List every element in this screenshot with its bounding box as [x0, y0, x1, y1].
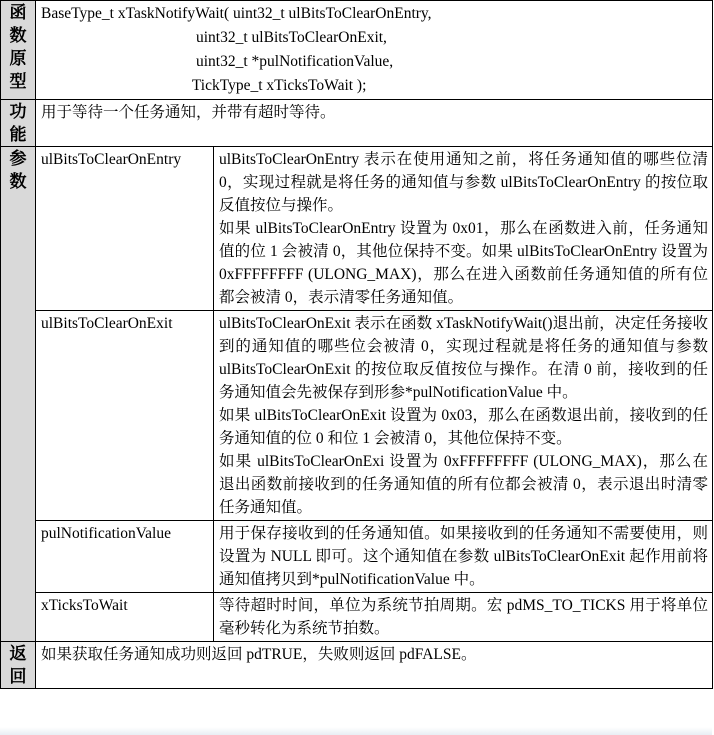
header-char: 参	[9, 149, 27, 168]
return-row	[1, 642, 713, 689]
function-row	[1, 100, 713, 147]
param-name: pulNotificationValue	[36, 521, 214, 593]
param-name: ulBitsToClearOnEntry	[36, 147, 214, 311]
param-row	[1, 147, 713, 311]
header-char: 原	[9, 49, 27, 68]
prototype-line: uint32_t *pulNotificationValue,	[41, 53, 394, 70]
header-char: 数	[9, 172, 27, 191]
param-desc-paragraph: 用于保存接收到的任务通知值。如果接收到的任务通知不需要使用，则设置为 NULL 即可。这个通知值在参数 ulBitsToClearOnExit 起作用前将通知值拷贝到*pulNotificationValue 中。	[219, 525, 709, 588]
header-char: 数	[9, 26, 27, 45]
param-desc-paragraph: ulBitsToClearOnEntry 表示在使用通知之前，将任务通知值的哪些位清 0，实现过程就是将任务的通知值与参数 ulBitsToClearOnEntry 的按位取反值按位与操作。	[219, 151, 709, 214]
param-row	[1, 311, 713, 521]
prototype-header	[1, 1, 36, 100]
param-name: ulBitsToClearOnExit	[36, 311, 214, 521]
param-desc	[214, 521, 713, 593]
function-desc: 用于等待一个任务通知，并带有超时等待。	[36, 100, 713, 147]
function-header	[1, 100, 36, 147]
prototype-row	[1, 1, 713, 100]
header-char: 返	[9, 644, 27, 663]
params-header	[1, 147, 36, 642]
header-char: 型	[9, 72, 27, 91]
prototype-line: TickType_t xTicksToWait );	[41, 77, 367, 94]
param-desc-paragraph: 如果 ulBitsToClearOnExit 设置为 0x03，那么在函数退出前，接收到的任务通知值的位 0 和位 1 会被清 0，其他位保持不变。	[219, 407, 709, 447]
param-name: xTicksToWait	[36, 593, 214, 642]
prototype-line: uint32_t ulBitsToClearOnExit,	[41, 29, 387, 46]
param-desc	[214, 147, 713, 311]
param-desc-paragraph: 如果 ulBitsToClearOnExi 设置为 0xFFFFFFFF (ULONG_MAX)，那么在退出函数前接收到的任务通知值的所有位都会被清 0，表示退出时清零任务通知值。	[219, 453, 709, 516]
header-char: 功	[9, 102, 27, 121]
param-desc	[214, 593, 713, 642]
param-desc-paragraph: 如果 ulBitsToClearOnEntry 设置为 0x01，那么在函数进入前，任务通知值的位 1 会被清 0，其他位保持不变。如果 ulBitsToClearOnEntry 设置为 0xFFFFFFFF (ULONG_MAX)，那么在进入函数前任务通知值的所有位都会被清 0，表示清零任务通知值。	[219, 220, 709, 306]
header-char: 回	[9, 667, 27, 686]
param-row	[1, 521, 713, 593]
return-header	[1, 642, 36, 689]
bottom-edge-shade	[0, 727, 712, 735]
param-desc	[214, 311, 713, 521]
header-char: 函	[9, 3, 27, 22]
prototype-line: BaseType_t xTaskNotifyWait( uint32_t ulBitsToClearOnEntry,	[41, 5, 432, 22]
return-desc: 如果获取任务通知成功则返回 pdTRUE，失败则返回 pdFALSE。	[36, 642, 713, 689]
header-char: 能	[9, 125, 27, 144]
prototype-cell	[36, 1, 713, 100]
param-row	[1, 593, 713, 642]
param-desc-paragraph: ulBitsToClearOnExit 表示在函数 xTaskNotifyWait()退出前，决定任务接收到的通知值的哪些位会被清 0，实现过程就是将任务的通知值与参数 ulBitsToClearOnExit 的按位取反值按位与操作。在清 0 前，接收到的任务通知值会先被保存到形参*pulNotificationValue 中。	[219, 315, 709, 401]
param-desc-paragraph: 等待超时时间，单位为系统节拍周期。宏 pdMS_TO_TICKS 用于将单位毫秒转化为系统节拍数。	[219, 597, 709, 637]
